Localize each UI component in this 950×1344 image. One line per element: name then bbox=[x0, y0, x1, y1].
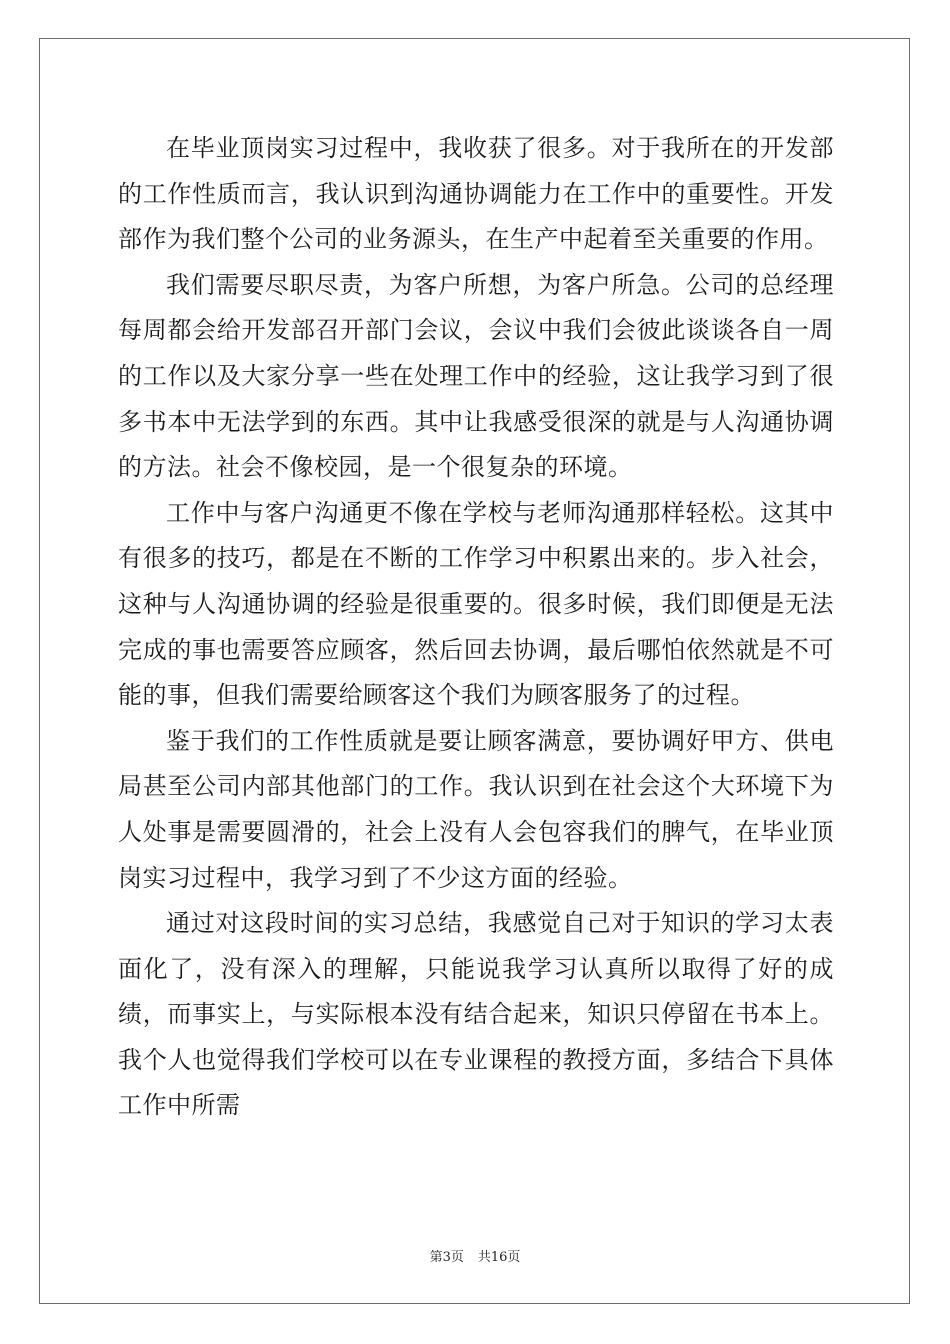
paragraph-3: 工作中与客户沟通更不像在学校与老师沟通那样轻松。这其中有很多的技巧，都是在不断的工作学习中积累出来的。步入社会，这种与人沟通协调的经验是很重要的。很多时候，我们即便是无法完成的事也需要答应顾客，然后回去协调，最后哪怕依然就是不可能的事，但我们需要给顾客这个我们为顾客服务了的过程。 bbox=[118, 498, 834, 710]
paragraph-5: 通过对这段时间的实习总结，我感觉自己对于知识的学习太表面化了，没有深入的理解，只能说我学习认真所以取得了好的成绩，而事实上，与实际根本没有结合起来，知识只停留在书本上。我个人也觉得我们学校可以在专业课程的教授方面，多结合下具体工作中所需 bbox=[118, 909, 834, 1120]
page-number-current: 第3页 bbox=[429, 1250, 464, 1265]
document-body bbox=[118, 126, 834, 1129]
paragraph-2: 我们需要尽职尽责，为客户所想，为客户所急。公司的总经理每周都会给开发部召开部门会议，会议中我们会彼此谈谈各自一周的工作以及大家分享一些在处理工作中的经验，这让我学习到了很多书本中无法学到的东西。其中让我感受很深的就是与人沟通协调的方法。社会不像校园，是一个很复杂的环境。 bbox=[118, 270, 834, 482]
paragraph-1: 在毕业顶岗实习过程中，我收获了很多。对于我所在的开发部的工作性质而言，我认识到沟通协调能力在工作中的重要性。开发部作为我们整个公司的业务源头，在生产中起着至关重要的作用。 bbox=[118, 134, 834, 254]
paragraph-4: 鉴于我们的工作性质就是要让顾客满意，要协调好甲方、供电局甚至公司内部其他部门的工作。我认识到在社会这个大环境下为人处事是需要圆滑的，社会上没有人会包容我们的脾气，在毕业顶岗实习过程中，我学习到了不少这方面的经验。 bbox=[118, 726, 834, 892]
page-footer bbox=[0, 1246, 950, 1265]
page-number-total: 共16页 bbox=[477, 1250, 521, 1265]
